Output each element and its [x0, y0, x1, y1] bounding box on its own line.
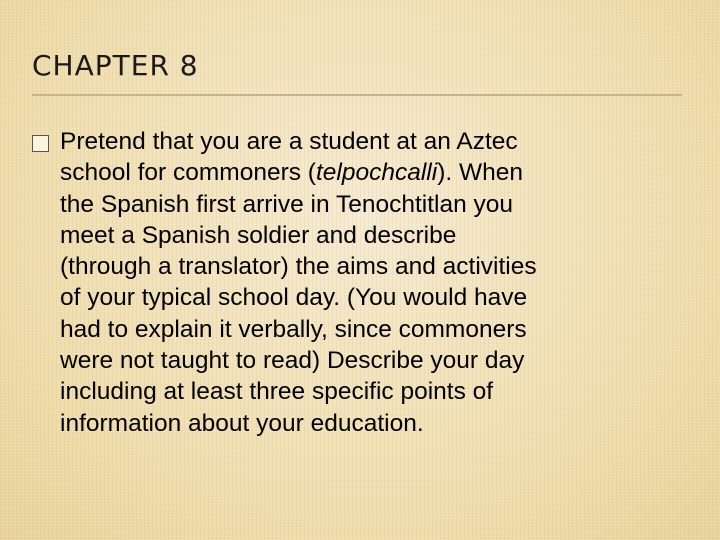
paragraph-line-2 [60, 157, 692, 188]
title-divider [32, 94, 682, 96]
paragraph-line-7: had to explain it verbally, since commoners [60, 315, 527, 343]
paragraph-line-6: of your typical school day. (You would have [60, 284, 528, 312]
slide-title: CHAPTER 8 [32, 49, 199, 82]
slide-body [32, 126, 692, 439]
paragraph-line-10: information about your education. [60, 409, 424, 437]
paragraph-line-3: the Spanish first arrive in Tenochtitlan you [60, 190, 514, 218]
line2-text-a: school for commoners ( [60, 159, 316, 187]
paragraph-line-5: (through a translator) the aims and activities [60, 253, 537, 281]
paragraph-line-4: meet a Spanish soldier and describe [60, 221, 457, 249]
bullet-item [32, 126, 692, 439]
paragraph-line-9: including at least three specific points of [60, 378, 494, 406]
paragraph-line-8: were not taught to read) Describe your day [60, 347, 525, 375]
paragraph-line-1: Pretend that you are a student at an Aztec [60, 128, 518, 155]
line2-text-b: ). When [437, 159, 523, 187]
square-bullet-icon [32, 135, 49, 152]
telpochcalli-term: telpochcalli [315, 159, 438, 187]
